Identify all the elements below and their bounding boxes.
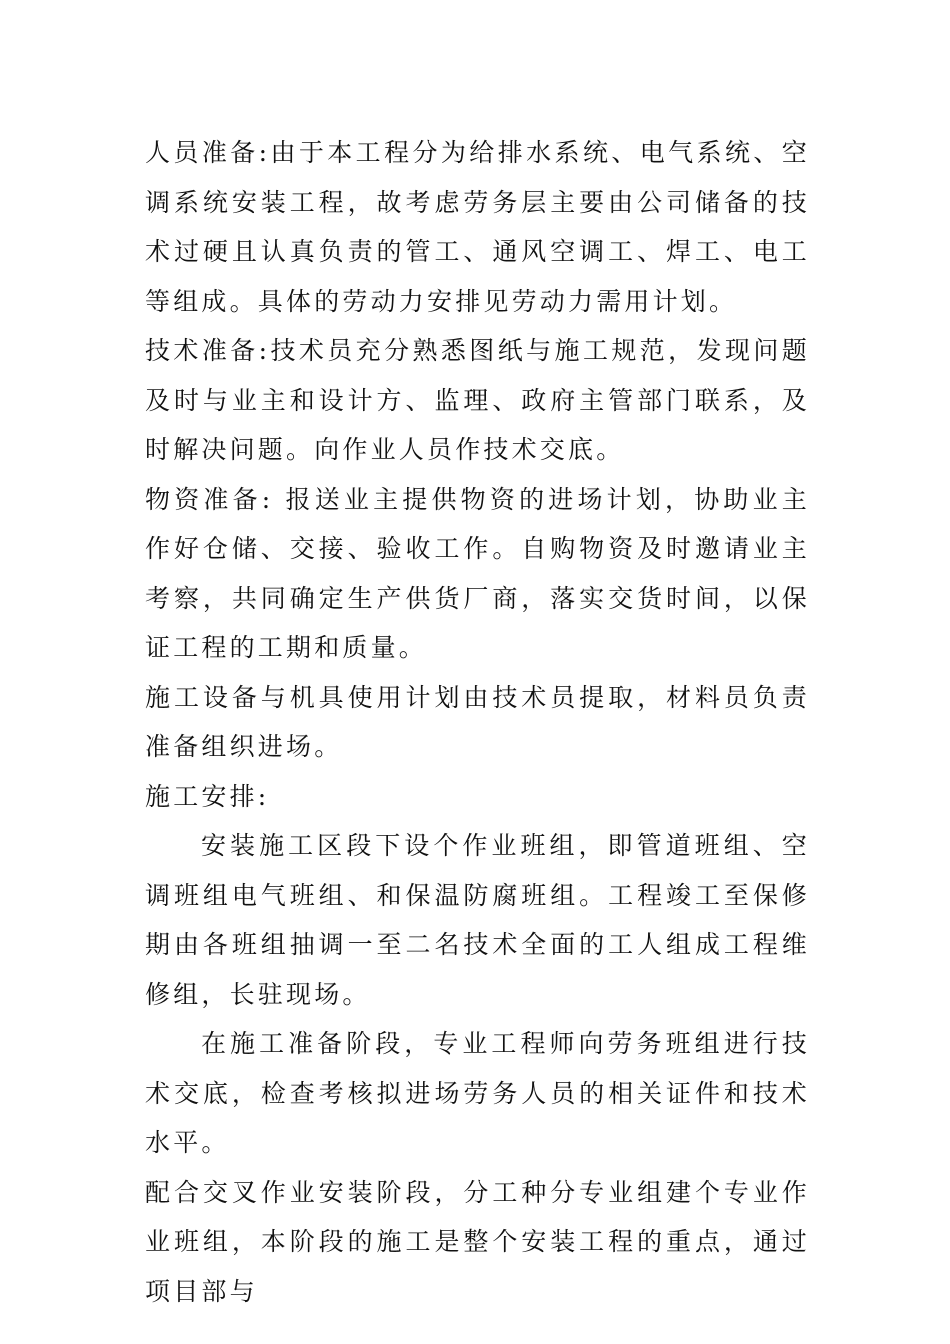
paragraph-work-teams: 安装施工区段下设个作业班组，即管道班组、空调班组电气班组、和保温防腐班组。工程竣工至保修期由各班组抽调一至二名技术全面的工人组成工程维修组，长驻现场。	[145, 831, 810, 1009]
paragraph-material-preparation: 物资准备: 报送业主提供物资的进场计划，协助业主作好仓储、交接、验收工作。自购物资及时邀请业主考察，共同确定生产供货厂商，落实交货时间，以保证工程的工期和质量。	[145, 484, 810, 662]
paragraph-technical-preparation: 技术准备:技术员充分熟悉图纸与施工规范，发现问题及时与业主和设计方、监理、政府主管部门联系，及时解决问题。向作业人员作技术交底。	[145, 336, 810, 464]
paragraph-preparation-stage: 在施工准备阶段，专业工程师向劳务班组进行技术交底，检查考核拟进场劳务人员的相关证件和技术水平。	[145, 1029, 810, 1157]
paragraph-equipment-plan: 施工设备与机具使用计划由技术员提取，材料员负责准备组织进场。	[145, 682, 810, 761]
section-heading-construction-arrangement: 施工安排:	[145, 781, 270, 811]
paragraph-cross-operation-stage: 配合交叉作业安装阶段，分工种分专业组建个专业作业班组，本阶段的施工是整个安装工程的重点，通过项目部与	[145, 1177, 810, 1306]
paragraph-personnel-preparation: 人员准备:由于本工程分为给排水系统、电气系统、空调系统安装工程，故考虑劳务层主要由公司储备的技术过硬且认真负责的管工、通风空调工、焊工、电工等组成。具体的劳动力安排见劳动力需用计划。	[145, 138, 810, 316]
document-body	[145, 128, 810, 1316]
